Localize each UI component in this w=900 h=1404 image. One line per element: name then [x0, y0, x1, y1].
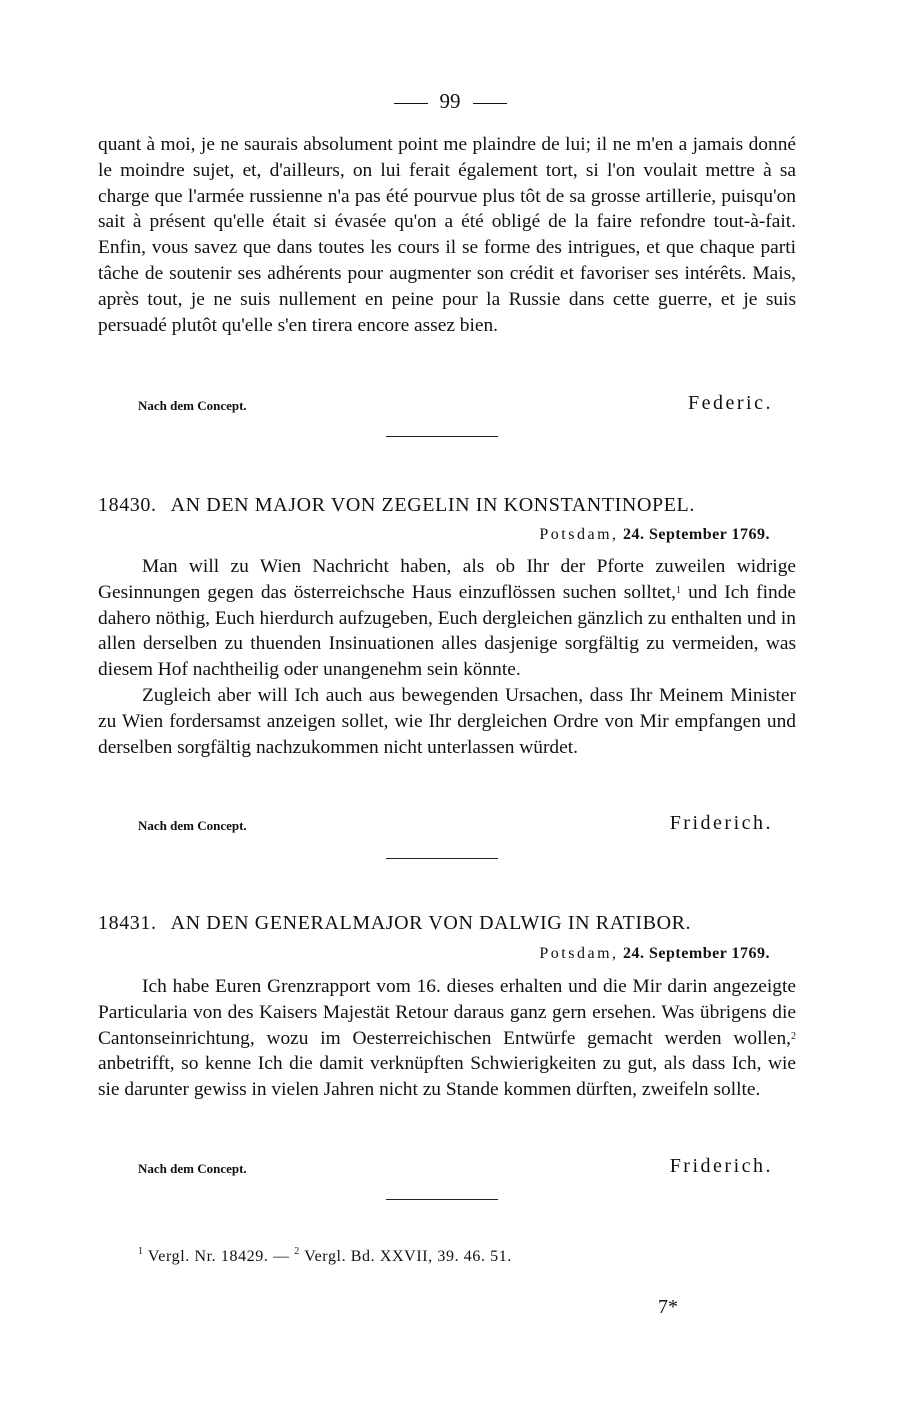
- dateline-date: 24. September 1769.: [623, 526, 770, 543]
- header-dash-right: [473, 103, 507, 104]
- dateline-place: Potsdam,: [539, 945, 619, 962]
- source-note: Nach dem Concept.: [138, 398, 247, 413]
- letter-number: 18431.: [98, 912, 157, 934]
- signature: Federic.: [688, 392, 773, 414]
- footnote-mark: 2: [294, 1246, 300, 1257]
- dateline-place: Potsdam,: [539, 526, 619, 543]
- letter-source-row: [138, 812, 773, 838]
- dateline-date: 24. September 1769.: [623, 945, 770, 962]
- paragraph-text: Ich habe Euren Grenzrapport vom 16. dieses erhalten und die Mir darin angezeigte Particularia von des Kaisers Majestät Retour daraus ganz gern ersehen. Was übrigens die Cantonseinrichtung, wozu im Oesterreichischen Entwürfe gemacht werden wollen,: [98, 976, 796, 1049]
- dateline: [539, 526, 770, 544]
- letter-heading: [98, 912, 796, 935]
- letter-number: 18430.: [98, 494, 157, 516]
- footnote-text: Vergl. Bd. XXVII, 39. 46. 51.: [299, 1248, 512, 1265]
- letter-body: [98, 974, 796, 1103]
- footnote-ref: 2: [791, 1030, 796, 1042]
- header-dash-left: [394, 103, 428, 104]
- intro-source-row: [138, 392, 773, 418]
- footnote-text: Vergl. Nr. 18429. —: [143, 1248, 295, 1265]
- footnotes: [138, 1248, 512, 1266]
- paragraph-text: anbetrifft, so kenne Ich die damit verknüpften Schwierigkeiten zu gut, als dass Ich, wie sie darunter gewiss in vielen Jahren nicht zu Stande kommen dürften, zweifeln sollte.: [98, 1053, 796, 1101]
- letter-title: AN DEN GENERALMAJOR VON DALWIG IN RATIBOR.: [170, 912, 692, 934]
- letter-heading: [98, 494, 796, 517]
- intro-paragraph: quant à moi, je ne saurais absolument point me plaindre de lui; il ne m'en a jamais donné le moindre sujet, et, d'ailleurs, on lui ferait également tort, si l'on voulait mettre à sa charge que l'armée russienne n'a pas été pourvue plus tôt de sa grosse artillerie, puisqu'on sait à présent qu'elle était si évasée qu'on a été obligé de la faire refondre tout-à-fait. Enfin, vous savez que dans toutes les cours il se forme des intrigues, et que chaque parti tâche de soutenir ses adhérents pour augmenter son crédit et favoriser ses intérêts. Mais, après tout, je ne suis nullement en peine pour la Russie dans cette guerre, et je suis persuadé plutôt qu'elle s'en tirera encore assez bien.: [98, 134, 796, 336]
- signature: Friderich.: [669, 1155, 773, 1177]
- paragraph-text: und Ich finde dahero nöthig, Euch hierdurch aufzugeben, Euch dergleichen gänzlich zu enthalten und in allen derselben zu thuenden Insinuationen alles dasjenige sorgfältig zu vermeiden, was diesem Hof nachtheilig oder unangenehm sein könnte.: [98, 581, 796, 681]
- source-note: Nach dem Concept.: [138, 1161, 247, 1176]
- letter-paragraph: [98, 554, 796, 683]
- letter-paragraph: Zugleich aber will Ich auch aus bewegenden Ursachen, dass Ihr Meinem Minister zu Wien fordersamst anzeigen sollet, wie Ihr dergleichen Ordre von Mir empfangen und derselben sorgfältig nachzukommen nicht unterlassen würdet.: [98, 684, 796, 758]
- letter-title: AN DEN MAJOR VON ZEGELIN IN KONSTANTINOPEL.: [170, 494, 695, 516]
- source-note: Nach dem Concept.: [138, 818, 247, 833]
- dateline: [539, 945, 770, 963]
- footnote-ref: 1: [675, 584, 681, 596]
- intro-block: [98, 132, 796, 338]
- section-rule: [386, 436, 498, 437]
- section-rule: [386, 858, 498, 859]
- page-header: [0, 86, 900, 116]
- signature: Friderich.: [669, 812, 773, 834]
- letter-paragraph: [98, 974, 796, 1103]
- page-number: 99: [439, 89, 461, 113]
- letter-body: [98, 554, 796, 760]
- footnote-mark: 1: [138, 1246, 144, 1257]
- signature-mark: 7*: [658, 1296, 678, 1318]
- section-rule: [386, 1199, 498, 1200]
- letter-source-row: [138, 1155, 773, 1181]
- paragraph-text: Man will zu Wien Nachricht haben, als ob Ihr der Pforte zuweilen widrige Gesinnungen gegen das österreichsche Haus einzuflössen suchen solltet,: [98, 556, 796, 603]
